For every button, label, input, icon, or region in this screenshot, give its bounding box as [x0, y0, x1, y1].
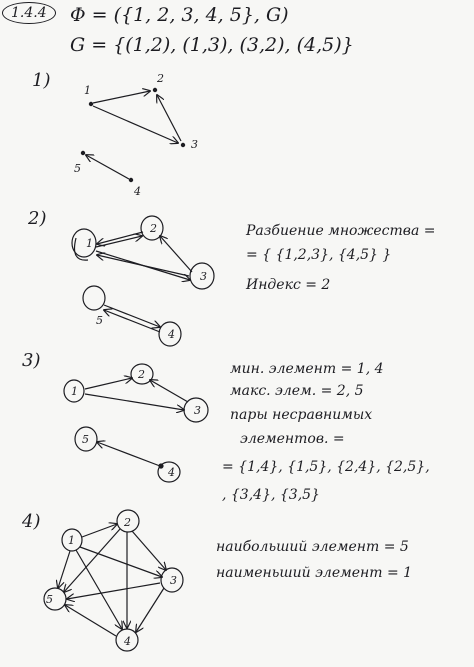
graph2-label-1: 1	[86, 237, 93, 250]
graph4-label-1: 1	[68, 534, 75, 547]
graph2-edge-3-1	[97, 255, 189, 276]
graph1-node-1	[89, 102, 92, 105]
graph4-label-2: 2	[124, 516, 131, 529]
incomparable-pairs-list-1: = {1,4}, {1,5}, {2,4}, {2,5},	[222, 459, 430, 475]
graph1-label-3: 3	[191, 138, 198, 151]
incomparable-pairs-heading-2: элементов. =	[240, 431, 345, 447]
graph3-label-2: 2	[138, 368, 145, 381]
least-element: наименьший элемент = 1	[216, 565, 413, 581]
graph3-edge-4-5	[97, 442, 160, 466]
graph1-label-2: 2	[157, 72, 164, 85]
graph2-loop-5	[83, 286, 105, 310]
graph3-label-4: 4	[168, 466, 175, 479]
graph4-edge-1-5	[58, 551, 70, 588]
graph3-label-5: 5	[82, 433, 89, 446]
graph1-edge-1-2	[93, 91, 150, 103]
graph2-label-2: 2	[150, 222, 157, 235]
graph2-edge-5-4	[104, 305, 160, 327]
phi-definition: Φ = ({1, 2, 3, 4, 5}, G)	[70, 4, 289, 26]
g-definition: G = {(1,2), (1,3), (3,2), (4,5)}	[70, 34, 354, 56]
section-1-label: 1)	[32, 70, 51, 91]
graph1-label-4: 4	[134, 185, 141, 198]
graph1-label-1: 1	[84, 84, 91, 97]
section-2-label: 2)	[28, 208, 47, 229]
graph1-node-2	[153, 88, 156, 91]
graph3-edge-3-2	[150, 380, 188, 402]
graph2-edge-4-5	[104, 310, 160, 332]
greatest-element: наибольший элемент = 5	[216, 539, 409, 555]
graph3-label-3: 3	[194, 404, 201, 417]
graph4-edge-3-5	[67, 583, 160, 599]
min-elements: мин. элемент = 1, 4	[230, 361, 384, 377]
partition-value: = { {1,2,3}, {4,5} }	[246, 247, 392, 263]
graph-2	[72, 216, 214, 346]
graph4-edge-4-5	[65, 605, 116, 636]
graph4-edge-2-3	[132, 531, 166, 570]
index-value: Индекс = 2	[246, 277, 331, 293]
graph4-edge-1-2	[82, 524, 117, 537]
graph-4	[44, 510, 183, 651]
graph1-node-3	[181, 143, 184, 146]
section-4-label: 4)	[22, 511, 41, 532]
graph3-label-1: 1	[71, 385, 78, 398]
graph3-dot-4	[159, 464, 163, 468]
graph4-label-3: 3	[170, 574, 177, 587]
incomparable-pairs-list-2: , {3,4}, {3,5}	[222, 487, 320, 503]
graph2-label-4: 4	[168, 328, 175, 341]
graph4-edge-1-4	[76, 550, 122, 629]
problem-number: 1.4.4	[2, 2, 56, 24]
graph1-edge-4-5	[86, 155, 129, 179]
max-elements: макс. элем. = 2, 5	[230, 383, 364, 399]
graph-3	[64, 364, 208, 482]
graph1-label-5: 5	[74, 162, 81, 175]
graph2-edge-3-2	[160, 236, 192, 272]
graph1-edge-3-2	[157, 95, 181, 141]
graph2-label-5: 5	[96, 314, 103, 327]
graph3-edge-1-2	[85, 378, 132, 389]
section-3-label: 3)	[22, 350, 41, 371]
partition-heading: Разбиение множества =	[246, 223, 436, 239]
graph2-label-3: 3	[200, 270, 207, 283]
incomparable-pairs-heading: пары несравнимых	[230, 407, 373, 423]
graph4-label-4: 4	[124, 635, 131, 648]
graph4-label-5: 5	[46, 593, 53, 606]
graph4-edge-3-4	[136, 588, 164, 632]
graph1-node-5	[81, 151, 84, 154]
graph1-node-4	[129, 178, 132, 181]
graph-1	[74, 72, 198, 198]
graph3-edge-1-3	[85, 394, 184, 410]
